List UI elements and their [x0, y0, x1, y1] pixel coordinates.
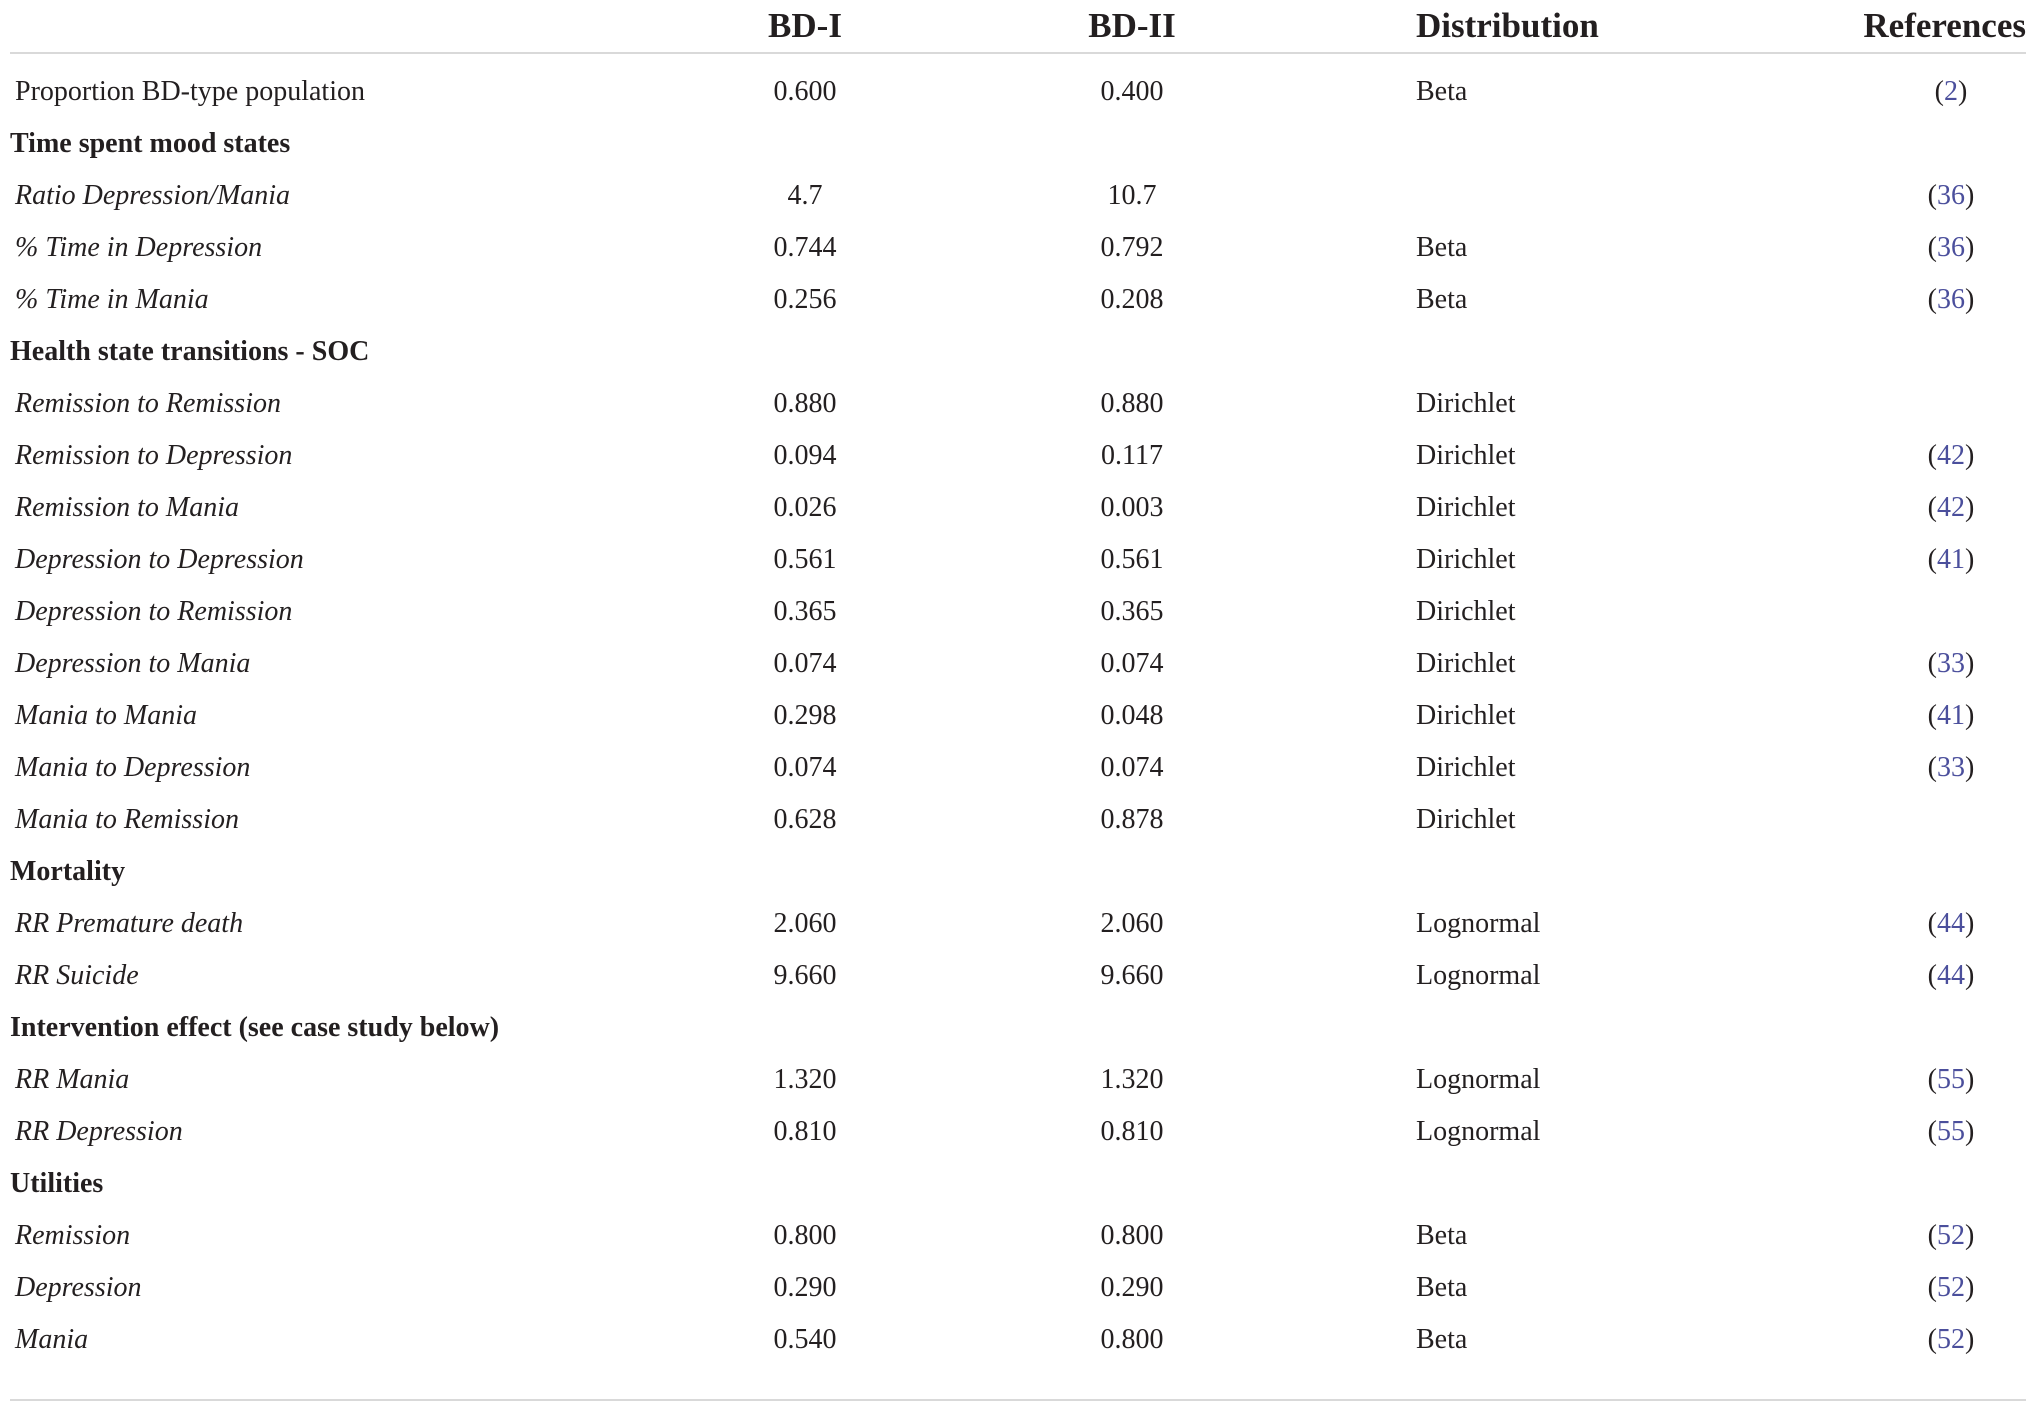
row-label: % Time in Mania: [15, 284, 209, 315]
table-row: [10, 898, 2026, 950]
row-label: RR Depression: [15, 1116, 183, 1147]
bd1-value: 0.600: [773, 76, 837, 107]
reference-cell: (55): [1927, 1116, 1975, 1147]
row-label: RR Premature death: [15, 908, 244, 939]
table-row: [10, 1210, 2026, 1262]
table-row: [10, 1262, 2026, 1314]
row-label: Remission to Depression: [15, 440, 293, 471]
distribution-value: Dirichlet: [1416, 648, 1516, 679]
reference-link[interactable]: 33: [1937, 648, 1965, 679]
reference-cell: (41): [1927, 544, 1975, 575]
row-label: % Time in Depression: [15, 232, 263, 263]
distribution-value: Beta: [1416, 76, 1468, 107]
bd2-value: 0.003: [1100, 492, 1164, 523]
table-row: [10, 1106, 2026, 1158]
row-label: Proportion BD-type population: [15, 76, 365, 107]
bd1-value: 0.540: [773, 1324, 837, 1355]
bd2-value: 0.290: [1100, 1272, 1164, 1303]
section-heading-row: [10, 1158, 2026, 1210]
bd2-value: 0.400: [1100, 76, 1164, 107]
table-row: [10, 586, 2026, 638]
distribution-value: Beta: [1416, 284, 1468, 315]
distribution-value: Lognormal: [1416, 908, 1541, 939]
table-row: [10, 222, 2026, 274]
reference-cell: (36): [1927, 180, 1975, 211]
table-row: [10, 950, 2026, 1002]
reference-cell: (44): [1927, 960, 1975, 991]
distribution-value: Dirichlet: [1416, 544, 1516, 575]
reference-cell: (42): [1927, 440, 1975, 471]
row-label: Mania: [15, 1324, 89, 1355]
table-row: [10, 1314, 2026, 1366]
row-label: Depression: [15, 1272, 142, 1303]
distribution-value: Lognormal: [1416, 1116, 1541, 1147]
section-heading-row: [10, 326, 2026, 378]
reference-link[interactable]: 2: [1944, 76, 1958, 107]
bd2-value: 2.060: [1100, 908, 1164, 939]
row-label: Remission to Mania: [15, 492, 239, 523]
distribution-value: Beta: [1416, 1220, 1468, 1251]
header-bd1: BD-I: [768, 6, 842, 45]
distribution-value: Beta: [1416, 1324, 1468, 1355]
bd1-value: 0.026: [773, 492, 837, 523]
table-row: [10, 170, 2026, 222]
distribution-value: Dirichlet: [1416, 752, 1516, 783]
table-header-row: [10, 0, 2026, 54]
bd1-value: 0.074: [773, 752, 837, 783]
reference-cell: (55): [1927, 1064, 1975, 1095]
row-label: RR Mania: [15, 1064, 130, 1095]
table-row: [10, 66, 2026, 118]
bd1-value: 0.094: [773, 440, 837, 471]
distribution-value: Dirichlet: [1416, 388, 1516, 419]
row-label: Mania to Mania: [15, 700, 197, 731]
reference-link[interactable]: 55: [1937, 1116, 1965, 1147]
table-row: [10, 534, 2026, 586]
section-heading-row: [10, 1002, 2026, 1054]
table-body: [10, 66, 2026, 1366]
bd1-value: 0.628: [773, 804, 837, 835]
bd2-value: 0.074: [1100, 648, 1164, 679]
reference-cell: (52): [1927, 1220, 1975, 1251]
row-label: Remission: [15, 1220, 131, 1251]
header-distribution: Distribution: [1416, 6, 1599, 45]
distribution-value: Lognormal: [1416, 1064, 1541, 1095]
reference-cell: (44): [1927, 908, 1975, 939]
row-label: Remission to Remission: [15, 388, 281, 419]
reference-link[interactable]: 52: [1937, 1220, 1965, 1251]
reference-link[interactable]: 52: [1937, 1324, 1965, 1355]
reference-cell: (52): [1927, 1324, 1975, 1355]
distribution-value: Lognormal: [1416, 960, 1541, 991]
bd1-value: 0.365: [773, 596, 837, 627]
section-heading-row: [10, 846, 2026, 898]
bd1-value: 0.256: [773, 284, 837, 315]
row-label: Time spent mood states: [10, 128, 291, 159]
bd1-value: 1.320: [773, 1064, 837, 1095]
bd1-value: 0.074: [773, 648, 837, 679]
bd1-value: 4.7: [787, 180, 823, 211]
table-row: [10, 430, 2026, 482]
reference-cell: (36): [1927, 232, 1975, 263]
reference-link[interactable]: 36: [1937, 180, 1965, 211]
reference-cell: (42): [1927, 492, 1975, 523]
row-label: Intervention effect (see case study below): [10, 1012, 500, 1043]
bd1-value: 2.060: [773, 908, 837, 939]
table-row: [10, 378, 2026, 430]
reference-link[interactable]: 44: [1937, 908, 1965, 939]
bd1-value: 0.880: [773, 388, 837, 419]
row-label: Health state transitions - SOC: [10, 336, 370, 367]
reference-link[interactable]: 44: [1937, 960, 1965, 991]
section-heading-row: [10, 118, 2026, 170]
bd2-value: 9.660: [1100, 960, 1164, 991]
reference-cell: (52): [1927, 1272, 1975, 1303]
bd2-value: 0.365: [1100, 596, 1164, 627]
row-label: Mania to Remission: [15, 804, 239, 835]
row-label: Utilities: [10, 1168, 104, 1199]
reference-link[interactable]: 55: [1937, 1064, 1965, 1095]
reference-link[interactable]: 42: [1937, 440, 1965, 471]
row-label: Depression to Depression: [15, 544, 304, 575]
distribution-value: Dirichlet: [1416, 596, 1516, 627]
reference-cell: (33): [1927, 752, 1975, 783]
table-row: [10, 742, 2026, 794]
row-label: Mortality: [10, 856, 126, 887]
reference-link[interactable]: 36: [1937, 284, 1965, 315]
bd2-value: 0.117: [1101, 440, 1163, 471]
distribution-value: Beta: [1416, 232, 1468, 263]
reference-cell: (2): [1934, 76, 1968, 107]
table-bottom-rule: [10, 1399, 2026, 1401]
table-row: [10, 274, 2026, 326]
bd2-value: 1.320: [1100, 1064, 1164, 1095]
bd2-value: 0.792: [1100, 232, 1164, 263]
bd1-value: 9.660: [773, 960, 837, 991]
table-row: [10, 690, 2026, 742]
bd2-value: 0.074: [1100, 752, 1164, 783]
bd1-value: 0.290: [773, 1272, 837, 1303]
table-row: [10, 638, 2026, 690]
reference-link[interactable]: 33: [1937, 752, 1965, 783]
reference-link[interactable]: 41: [1937, 700, 1965, 731]
reference-link[interactable]: 41: [1937, 544, 1965, 575]
distribution-value: Dirichlet: [1416, 440, 1516, 471]
bd1-value: 0.298: [773, 700, 837, 731]
bd1-value: 0.810: [773, 1116, 837, 1147]
bd2-value: 0.561: [1100, 544, 1164, 575]
bd2-value: 0.880: [1100, 388, 1164, 419]
row-label: Depression to Remission: [15, 596, 293, 627]
bd1-value: 0.800: [773, 1220, 837, 1251]
reference-link[interactable]: 52: [1937, 1272, 1965, 1303]
reference-link[interactable]: 42: [1937, 492, 1965, 523]
reference-cell: (41): [1927, 700, 1975, 731]
row-label: Ratio Depression/Mania: [15, 180, 291, 211]
distribution-value: Beta: [1416, 1272, 1468, 1303]
table-row: [10, 482, 2026, 534]
bd2-value: 0.810: [1100, 1116, 1164, 1147]
bd2-value: 0.800: [1100, 1324, 1164, 1355]
reference-link[interactable]: 36: [1937, 232, 1965, 263]
row-label: Depression to Mania: [15, 648, 251, 679]
row-label: Mania to Depression: [15, 752, 251, 783]
header-bd2: BD-II: [1088, 6, 1176, 45]
header-references: References: [1863, 6, 2026, 45]
bd2-value: 0.048: [1100, 700, 1164, 731]
bd2-value: 0.208: [1100, 284, 1164, 315]
reference-cell: (33): [1927, 648, 1975, 679]
distribution-value: Dirichlet: [1416, 492, 1516, 523]
reference-cell: (36): [1927, 284, 1975, 315]
bd1-value: 0.744: [773, 232, 837, 263]
table-row: [10, 1054, 2026, 1106]
bd2-value: 10.7: [1107, 180, 1157, 211]
row-label: RR Suicide: [15, 960, 139, 991]
bd1-value: 0.561: [773, 544, 837, 575]
parameters-table: [10, 0, 2026, 1366]
bd2-value: 0.800: [1100, 1220, 1164, 1251]
distribution-value: Dirichlet: [1416, 804, 1516, 835]
bd2-value: 0.878: [1100, 804, 1164, 835]
distribution-value: Dirichlet: [1416, 700, 1516, 731]
table-row: [10, 794, 2026, 846]
